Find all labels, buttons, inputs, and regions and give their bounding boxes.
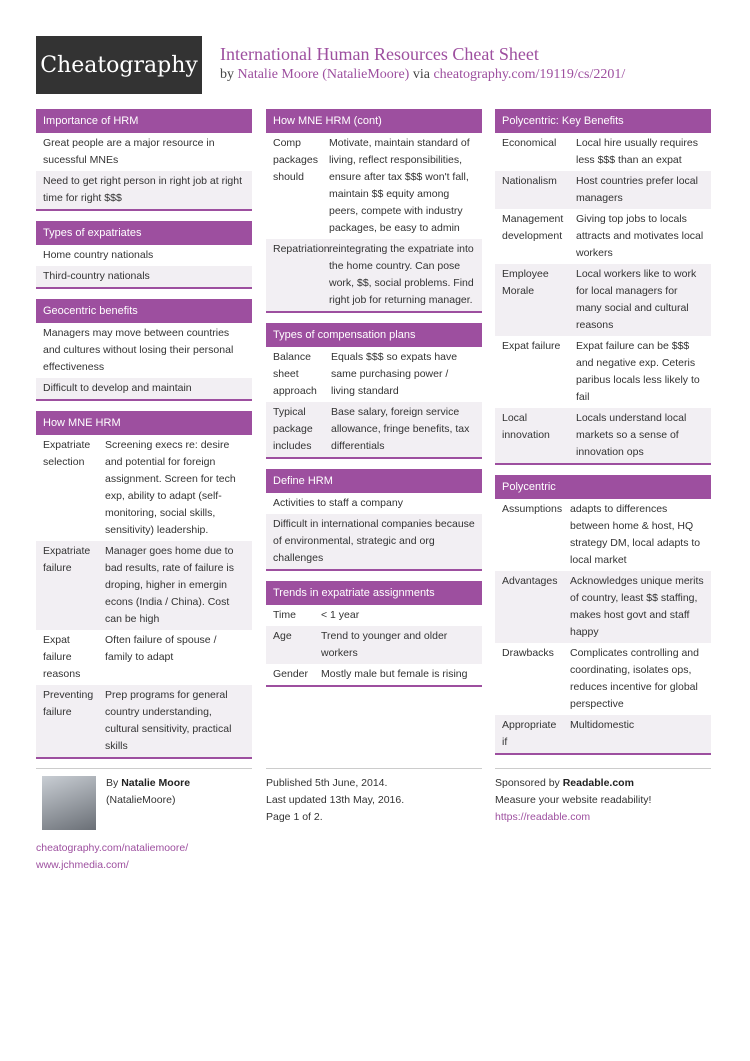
table-row [266,402,482,457]
list-item: Third-country nationals [36,266,252,287]
footer-author [36,768,252,874]
page-title: International Human Resources Cheat Sheet [220,44,539,64]
table-row [266,133,482,239]
section-title: Polycentric [495,475,711,499]
row-value: Manager goes home due to bad results, rate of failure is droping, higher in emergin econs (India / China). Cost can be high [105,545,234,625]
list-item: Difficult in international companies because of environmental, strategic and org challenges [266,514,482,569]
row-key: Age [273,630,292,642]
author-link[interactable]: Natalie Moore (NatalieMoore) [237,67,410,82]
section-geocentric-benefits [36,299,252,401]
section-importance-of-hrm [36,109,252,211]
row-value: Locals understand local markets so a sense of innovation ops [576,412,687,458]
row-key: Expat failure [502,340,561,352]
updated-date: Last updated 13th May, 2016. [266,794,405,806]
row-value: Local workers like to work for local managers for many social and cultural reasons [576,268,697,331]
subtitle-by: by [220,67,234,82]
list-item: Activities to staff a company [266,493,482,514]
table-row [495,715,711,753]
row-key: Advantages [502,575,558,587]
list-item: Managers may move between countries and cultures without losing their personal effectiveness [36,323,252,378]
row-value: Screening execs re: desire and potential for foreign assignment. Screen for tech exp, ability to adapt (self-monitoring, social skills, sensitivity) leadership. [105,439,236,536]
row-key: Expatriate selection [43,439,91,468]
row-key: Nationalism [502,175,557,187]
header [36,36,716,94]
row-key: Employee Morale [502,268,549,297]
row-value: Local hire usually requires less $$$ than an expat [576,137,698,166]
row-key: Balance sheet approach [273,351,317,397]
table-row [36,435,252,541]
table-row [36,630,252,685]
section-title: Importance of HRM [36,109,252,133]
section-title: Polycentric: Key Benefits [495,109,711,133]
row-key: Local innovation [502,412,550,441]
row-value: Host countries prefer local managers [576,175,698,204]
subtitle [220,67,625,83]
author-info [106,775,252,809]
table-row [495,209,711,264]
row-key: Assumptions [502,503,563,515]
table-row [266,626,482,664]
list-item: Home country nationals [36,245,252,266]
section-types-of-compensation-plans [266,323,482,459]
table-row [495,336,711,408]
section-title: How MNE HRM [36,411,252,435]
list-item: Need to get right person in right job at right time for right $$$ [36,171,252,209]
row-key: Gender [273,668,309,680]
row-key: Management development [502,213,564,242]
section-title: How MNE HRM (cont) [266,109,482,133]
section-how-mne-hrm-cont [266,109,482,313]
table-row [266,239,482,311]
table-row [495,133,711,171]
sponsor-link[interactable]: https://readable.com [495,811,591,823]
row-value: Trend to younger and older workers [321,630,448,659]
page-number: Page 1 of 2. [266,811,323,823]
footer-dates [266,768,482,826]
row-key: Expatriate failure [43,545,91,574]
cheatography-logo[interactable]: Cheatography [36,36,202,94]
row-key: Comp packages should [273,137,318,183]
section-title: Define HRM [266,469,482,493]
section-title: Types of compensation plans [266,323,482,347]
section-types-of-expatriates [36,221,252,289]
section-polycentric [495,475,711,755]
author-links [36,840,252,874]
row-value: Complicates controlling and coordinating, isolates ops, reduces incentive for global perspective [570,647,699,710]
section-title: Geocentric benefits [36,299,252,323]
section-title: Types of expatriates [36,221,252,245]
table-row [266,664,482,685]
subtitle-via: via [412,67,430,82]
table-row [495,571,711,643]
table-row [36,541,252,630]
row-value: Multidomestic [570,719,635,731]
row-key: Preventing failure [43,689,94,718]
table-row [266,347,482,402]
website-link[interactable]: www.jchmedia.com/ [36,859,129,871]
section-polycentric-key-benefits [495,109,711,465]
row-value: Acknowledges unique merits of country, least $$ staffing, makes host govt and staff happy [570,575,704,638]
row-key: Repatriation [273,243,330,255]
column-3 [495,109,711,765]
list-item: Difficult to develop and maintain [36,378,252,399]
table-row [495,264,711,336]
sheet-url-link[interactable]: cheatography.com/19119/cs/2201/ [433,67,626,82]
section-define-hrm [266,469,482,571]
row-value: Giving top jobs to locals attracts and motivates local workers [576,213,704,259]
row-value: Prep programs for general country understanding, cultural sensitivity, practical skills [105,689,232,752]
table-row [495,171,711,209]
section-trends-in-expatriate-assignments [266,581,482,687]
author-handle: (NatalieMoore) [106,794,176,806]
table-row [266,605,482,626]
row-value: Motivate, maintain standard of living, reflect responsibilities, ensure after tax $$$ won't fall, maintain $$ equity among peers, compete with industry packages, be easy to admin [329,137,470,234]
table-row [495,408,711,463]
author-name[interactable]: Natalie Moore [121,777,191,789]
section-title: Trends in expatriate assignments [266,581,482,605]
table-row [495,499,711,571]
sponsor-name[interactable]: Readable.com [562,777,634,789]
row-value: Equals $$$ so expats have same purchasing power / living standard [331,351,458,397]
footer-sponsor [495,768,711,826]
row-value: Often failure of spouse / family to adapt [105,634,217,663]
table-row [36,685,252,757]
row-key: Appropriate if [502,719,557,748]
by-label: By [106,777,119,789]
sponsored-by-label: Sponsored by [495,777,560,789]
row-key: Typical package includes [273,406,313,452]
published-date: Published 5th June, 2014. [266,777,388,789]
row-key: Expat failure reasons [43,634,81,680]
row-key: Economical [502,137,557,149]
avatar [42,776,96,830]
row-key: Time [273,609,296,621]
row-value: Mostly male but female is rising [321,668,468,680]
profile-link[interactable]: cheatography.com/nataliemoore/ [36,842,189,854]
row-key: Drawbacks [502,647,554,659]
list-item: Great people are a major resource in sucessful MNEs [36,133,252,171]
column-1 [36,109,252,769]
section-how-mne-hrm [36,411,252,759]
row-value: Base salary, foreign service allowance, fringe benefits, tax differentials [331,406,470,452]
row-value: reintegrating the expatriate into the home country. Can pose work, $$, social problems. Find right job for returning manager. [329,243,474,306]
row-value: adapts to differences between home & host, HQ strategy DM, local adapts to local market [570,503,701,566]
sponsor-line [495,775,711,792]
row-value: Expat failure can be $$$ and negative exp. Ceteris paribus locals less likely to fail [576,340,700,403]
sponsor-text: Measure your website readability! [495,794,652,806]
table-row [495,643,711,715]
column-2 [266,109,482,697]
row-value: < 1 year [321,609,360,621]
